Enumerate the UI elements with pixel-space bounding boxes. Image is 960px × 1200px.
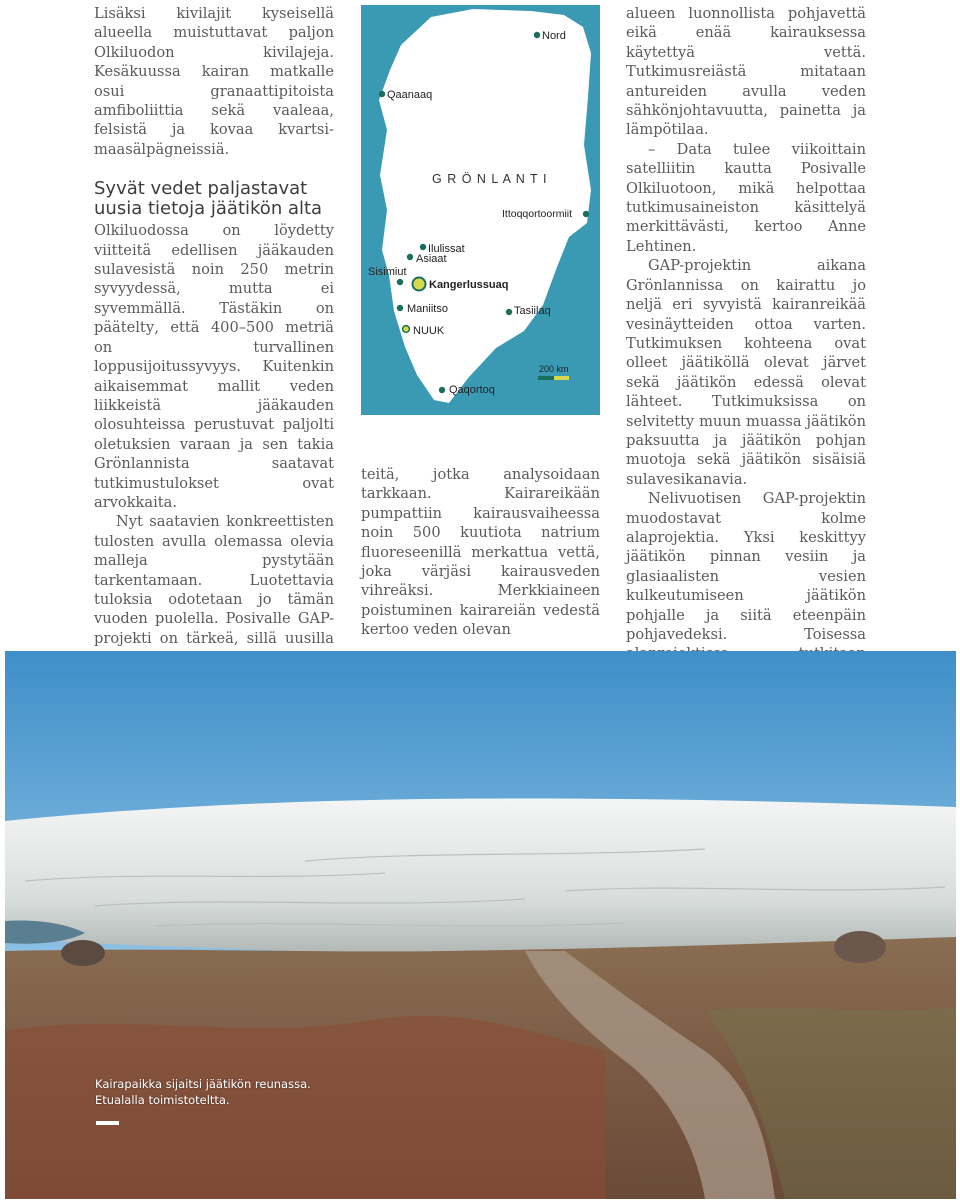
place-label: Ilulissat: [428, 243, 465, 255]
scale-label: 200 km: [539, 364, 569, 374]
place-label: Qaqortoq: [449, 384, 495, 396]
paragraph: Lisäksi kivilajit kyseisellä alueella muistuttavat paljon Olkiluodon kivilajeja. Kesäkuussa kairan matkalle osui granaattipitoista amfiboliittia sekä vaaleaa, felsistä ja kovaa kvartsi-maasälpägneissiä.: [94, 5, 334, 158]
greenland-map: [361, 5, 600, 415]
place-label: Sisimiut: [368, 266, 407, 278]
paragraph: Nelivuotisen GAP-projektin muodostavat kolme alaprojektia. Yksi keskittyy jäätikön pinnan vesiin ja glasiaalisten vesien kulkeutumiseen jäätikön pohjalle ja siitä eteenpäin pohjavedeksi. Toisessa: [626, 490, 866, 643]
place-label: Ittoqqortoormiit: [502, 208, 573, 220]
paragraph: Olkiluodossa on löydetty viitteitä edellisen jääkauden sulavesistä noin 250 metrin syvyydessä, mutta ei syvemmällä. Tästäkin on pääteltу, että 400–500 metriä on turvallinen loppusijoitussyvyys. Kuitenkin aikaisemmat mallit veden liikkeistä jääkauden olosuhteissa perustuvat paljolti oletuksien varaan ja sen takia Grönlannista saatavat tutkimustulokset ovat arvokkaita.: [94, 222, 334, 511]
paragraph: Nyt saatavien konkreettisten tulosten avulla olemassa olevia malleja pystytään tarkentamaan. Luotettavia tuloksia odotetaan jo tämän vuoden puolella. Posivalle GAP-projekti on tärkeä, sillä uusilla: [94, 513, 334, 647]
place-label: Nord: [542, 30, 566, 42]
capital-marker: [403, 326, 410, 333]
town-dot: [379, 91, 385, 97]
town-dot: [534, 32, 540, 38]
paragraph: alueen luonnollista pohjavettä eikä enää kairauksessa käytettyä vettä. Tutkimusreiästä mitataan antureiden avulla veden sähkönjohtavuutta, painetta ja lämpötilaa.: [626, 5, 866, 139]
town-dot: [506, 309, 512, 315]
scale-bar-light: [554, 376, 569, 380]
town-dot: [407, 254, 413, 260]
boulder: [61, 940, 105, 966]
heading-line: Syvät vedet paljastavat: [94, 178, 308, 200]
boulder: [834, 931, 886, 963]
town-dot: [397, 279, 403, 285]
scale-bar-dark: [538, 376, 554, 380]
heading-line: uusia tietoja jäätikön alta: [94, 198, 323, 220]
place-label: Tasiilaq: [514, 305, 551, 317]
country-label: G R Ö N L A N T I: [432, 172, 548, 186]
kangerlussuaq-marker: [413, 278, 426, 291]
section-heading: [94, 179, 334, 219]
town-dot: [420, 244, 426, 250]
paragraph: teitä, jotka analysoidaan tarkkaan. Kairareikään pumpattiin kairausvaiheessa noin 500 kuutiota natrium fluoreseenillä merkattua vettä, joka värjäsi kairausveden vihreäksi. Merkkiaineen poistuminen kairareiän vedestä kertoo veden olevan: [361, 466, 600, 639]
place-label: Maniitso: [407, 303, 448, 315]
paragraph: GAP-projektin aikana Grönlannissa on kairattu jo neljä eri syvyistä kairanreikää vesinäytteiden ottoa varten. Tutkimuksen kohteena ovat olleet jäätiköllä olevat järvet sekä jäätikön edessä olevat lähteet. Tutkimuksissa on selvitetty muun muassa jäätikön paksuutta ja jäätikön pohjan muotoja sekä jäätikön sisäisiä sulavesikanavia.: [626, 257, 866, 488]
paragraph: – Data tulee viikoittain satelliitin kautta Posivalle Olkiluotoon, mikä helpottaa tutkimusaineiston käsittelyä merkittävästi, kertoo Anne Lehtinen.: [626, 140, 866, 255]
place-label: Qaanaaq: [387, 89, 433, 101]
caption-line: Etualalla toimistoteltta.: [95, 1093, 230, 1107]
town-dot: [583, 211, 589, 217]
place-label: NUUK: [413, 325, 445, 337]
place-label: Asiaat: [416, 253, 447, 265]
town-dot: [439, 387, 445, 393]
caption-marker: [96, 1121, 119, 1125]
photo-caption: [95, 1076, 311, 1108]
place-label: Kangerlussuaq: [429, 279, 509, 291]
glacier-photo: [5, 651, 956, 1199]
article-column-2: [361, 465, 600, 640]
town-dot: [397, 305, 403, 311]
caption-line: Kairapaikka sijaitsi jäätikön reunassa.: [95, 1077, 311, 1091]
ice-sheet: [5, 798, 956, 964]
